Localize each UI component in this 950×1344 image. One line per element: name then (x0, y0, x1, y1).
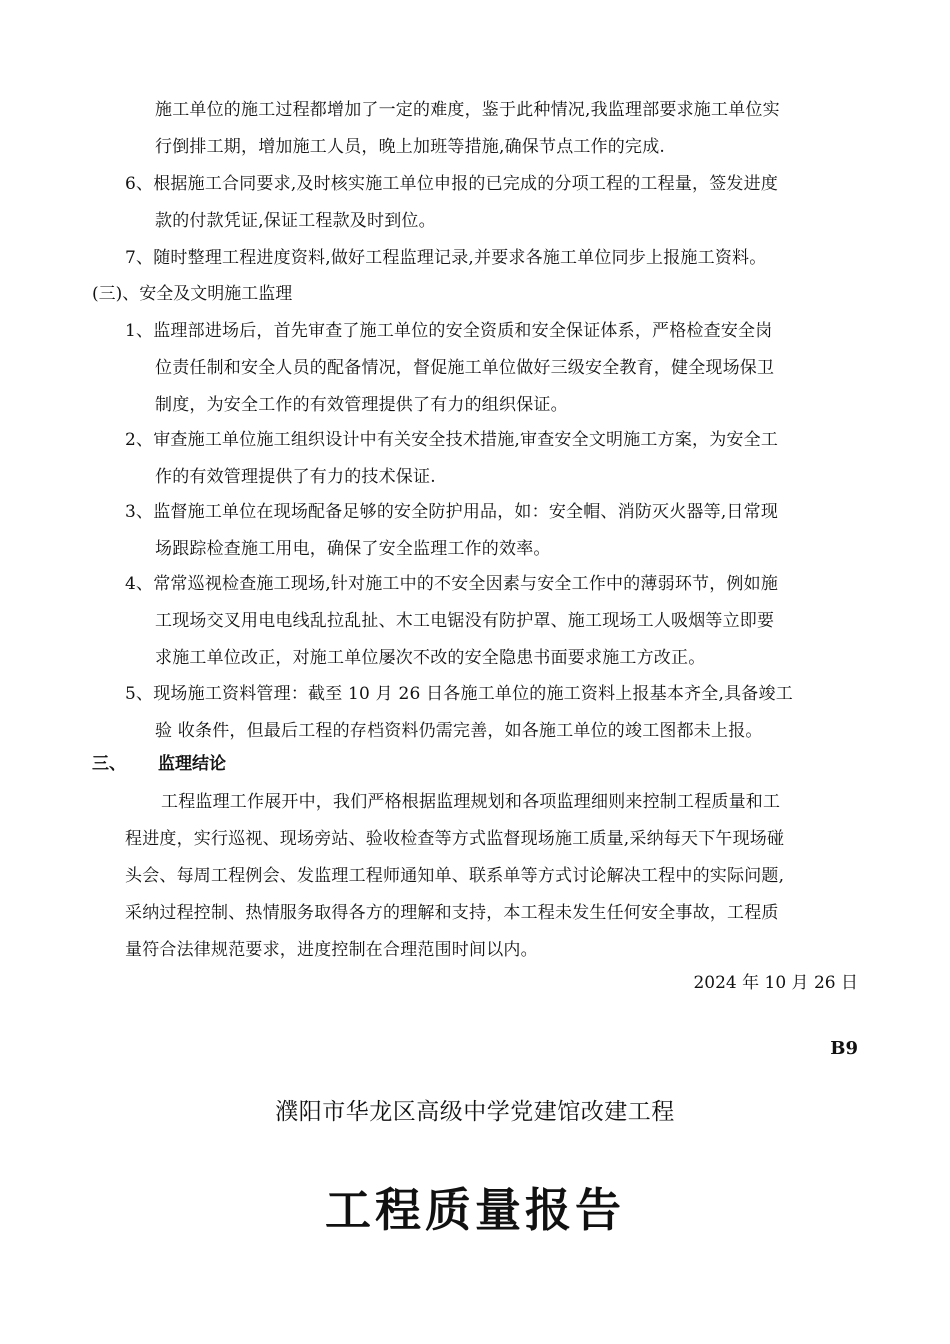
text-line: 4、常常巡视检查施工现场,针对施工中的不安全因素与安全工作中的薄弱环节，例如施 (125, 574, 779, 594)
text-line: 制度，为安全工作的有效管理提供了有力的组织保证。 (155, 395, 568, 415)
text-line: 5、现场施工资料管理：截至 10 月 26 日各施工单位的施工资料上报基本齐全,具备竣工 (125, 684, 793, 704)
conclusion-number: 三、 (92, 754, 126, 774)
text-line: 场跟踪检查施工用电，确保了安全监理工作的效率。 (155, 539, 551, 559)
report-title: 工程质量报告 (325, 1183, 625, 1237)
text-line: 程进度，实行巡视、现场旁站、验收检查等方式监督现场施工质量,采纳每天下午现场碰 (125, 829, 785, 849)
text-line: 求施工单位改正，对施工单位屡次不改的安全隐患书面要求施工方改正。 (155, 648, 706, 668)
text-line: 工程监理工作展开中，我们严格根据监理规划和各项监理细则来控制工程质量和工 (161, 792, 781, 812)
text-line: 验 收条件，但最后工程的存档资料仍需完善，如各施工单位的竣工图都未上报。 (155, 721, 763, 741)
text-line: 3、监督施工单位在现场配备足够的安全防护用品，如：安全帽、消防灭火器等,日常现 (125, 502, 779, 522)
text-line: 位责任制和安全人员的配备情况，督促施工单位做好三级安全教育，健全现场保卫 (155, 358, 775, 378)
text-line: 量符合法律规范要求，进度控制在合理范围时间以内。 (125, 940, 538, 960)
text-line: 2、审查施工单位施工组织设计中有关安全技术措施,审查安全文明施工方案，为安全工 (125, 430, 779, 450)
safety-item-5 (125, 676, 793, 750)
progress-item-6 (125, 166, 778, 240)
form-code: B9 (830, 1038, 858, 1059)
text-line: 工现场交叉用电电线乱拉乱扯、木工电锯没有防护罩、施工现场工人吸烟等立即要 (155, 611, 775, 631)
text-line: 1、监理部进场后，首先审查了施工单位的安全资质和安全保证体系，严格检查安全岗 (125, 321, 773, 341)
intro-paragraph (155, 92, 780, 166)
text-line: 作的有效管理提供了有力的技术保证. (155, 467, 436, 487)
progress-item-7 (125, 240, 766, 277)
safety-item-1 (125, 313, 774, 424)
text-line: 款的付款凭证,保证工程款及时到位。 (155, 211, 436, 231)
project-name: 濮阳市华龙区高级中学党建馆改建工程 (275, 1099, 675, 1125)
safety-item-4 (125, 566, 778, 677)
report-date: 2024 年 10 月 26 日 (693, 973, 858, 993)
safety-section-heading: (三)、安全及文明施工监理 (92, 284, 293, 304)
conclusion-paragraph (125, 784, 784, 969)
text-line: 6、根据施工合同要求,及时核实施工单位申报的已完成的分项工程的工程量，签发进度 (125, 174, 779, 194)
safety-item-3 (125, 494, 778, 568)
text-line: 头会、每周工程例会、发监理工程师通知单、联系单等方式讨论解决工程中的实际问题, (125, 866, 785, 886)
text-line: 行倒排工期，增加施工人员，晚上加班等措施,确保节点工作的完成. (155, 137, 666, 157)
text-line: 施工单位的施工过程都增加了一定的难度，鉴于此种情况,我监理部要求施工单位实 (155, 100, 780, 120)
conclusion-heading: 监理结论 (158, 754, 226, 774)
text-line: 采纳过程控制、热情服务取得各方的理解和支持，本工程未发生任何安全事故，工程质 (125, 903, 779, 923)
text-line: 7、随时整理工程进度资料,做好工程监理记录,并要求各施工单位同步上报施工资料。 (125, 248, 767, 268)
safety-item-2 (125, 422, 778, 496)
